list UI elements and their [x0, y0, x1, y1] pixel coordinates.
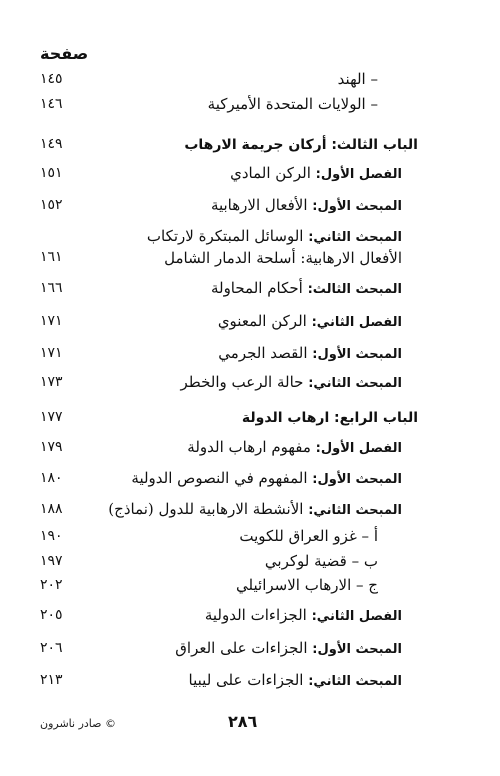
- entry-page-number: ١٨٨: [40, 501, 63, 517]
- entry-title: [208, 93, 378, 115]
- entry-label: المبحث الثاني:: [308, 674, 402, 689]
- entry-text: المفهوم في النصوص الدولية: [131, 469, 308, 487]
- toc-entry-section: [40, 669, 418, 691]
- entry-text: ج – الارهاب الاسرائيلي: [236, 576, 378, 594]
- entry-text: الأفعال الارهابية: [210, 196, 308, 214]
- toc-entry-chapter: [40, 604, 418, 626]
- toc-entry-section: [40, 498, 418, 520]
- entry-text: الجزاءات الدولية: [204, 606, 307, 624]
- entry-page-number: ١٧٩: [40, 439, 63, 455]
- entry-label: الباب الثالث:: [331, 137, 418, 153]
- entry-text: – الهند: [337, 70, 378, 88]
- entry-title: [187, 436, 402, 460]
- entry-text: – الولايات المتحدة الأميركية: [207, 95, 378, 113]
- entry-text: الركن المعنوي: [217, 312, 307, 330]
- entry-page-number: ١٦١: [40, 249, 63, 265]
- entry-title: [265, 550, 378, 572]
- entry-text: حالة الرعب والخطر: [180, 373, 304, 391]
- entry-text: ب – قضية لوكربي: [264, 552, 378, 570]
- entry-label: الفصل الثاني:: [311, 315, 402, 330]
- toc-entry-subitem: [40, 550, 418, 572]
- entry-title: [211, 277, 402, 301]
- toc-entry-part: [40, 133, 418, 155]
- entry-label: المبحث الأول:: [312, 347, 402, 362]
- entry-title: [239, 525, 378, 547]
- toc-entry-section: [40, 342, 418, 364]
- entry-title: [218, 310, 402, 334]
- entry-text: ارهاب الدولة: [241, 410, 330, 426]
- entry-text: أركان جريمة الارهاب: [184, 137, 327, 153]
- entry-title: [242, 406, 418, 429]
- toc-entry: [40, 93, 418, 115]
- toc-entry-chapter: [40, 436, 418, 458]
- entry-label: المبحث الثاني:: [308, 503, 402, 518]
- entry-text: مفهوم ارهاب الدولة: [187, 438, 311, 456]
- entry-title: [236, 574, 378, 596]
- entry-text: الجزاءات على ليبيا: [188, 671, 304, 689]
- entry-title: [108, 498, 402, 522]
- entry-title: [230, 162, 402, 186]
- entry-page-number: ١٨٠: [40, 470, 63, 486]
- entry-label: المبحث الثالث:: [307, 282, 402, 297]
- entry-title: [102, 226, 402, 268]
- entry-text: الركن المادي: [230, 164, 311, 182]
- entry-page-number: ١٤٥: [40, 71, 63, 87]
- entry-label: الفصل الأول:: [315, 441, 402, 456]
- entry-page-number: ١٥٢: [40, 197, 63, 213]
- entry-page-number: ١٤٩: [40, 136, 63, 152]
- entry-label: المبحث الثاني:: [308, 230, 402, 245]
- toc-entry-chapter: [40, 310, 418, 332]
- entry-page-number: ١٤٦: [40, 96, 63, 112]
- entry-page-number: ١٩٠: [40, 528, 63, 544]
- entry-page-number: ١٧١: [40, 313, 63, 329]
- toc-entry-section: [40, 194, 418, 216]
- entry-text: الوسائل المبتكرة لارتكاب الأفعال الارهابية: أسلحة الدمار الشامل: [146, 227, 402, 267]
- entry-page-number: ١٧٧: [40, 409, 63, 425]
- entry-text: أ – غزو العراق للكويت: [239, 527, 378, 545]
- toc-entry-subitem: [40, 525, 418, 547]
- entry-label: الفصل الثاني:: [311, 609, 402, 624]
- entry-label: المبحث الثاني:: [308, 376, 402, 391]
- toc-entry-section: [40, 637, 418, 659]
- entry-title: [131, 467, 402, 491]
- entry-page-number: ٢٠٥: [40, 607, 63, 623]
- toc-entry-section: [40, 277, 418, 299]
- entry-text: الأنشطة الارهابية للدول (نماذج): [108, 500, 304, 518]
- copyright-notice: © صادر ناشرون: [40, 717, 116, 730]
- entry-page-number: ١٧٣: [40, 374, 63, 390]
- entry-page-number: ٢١٣: [40, 672, 63, 688]
- entry-label: الباب الرابع:: [334, 410, 418, 426]
- entry-title: [218, 342, 402, 366]
- toc-entry-section: [40, 226, 418, 270]
- entry-label: المبحث الأول:: [312, 199, 402, 214]
- entry-page-number: ١٧١: [40, 345, 63, 361]
- entry-title: [181, 371, 403, 395]
- toc-entry-section: [40, 371, 418, 393]
- toc-entry-section: [40, 467, 418, 489]
- entry-title: [338, 68, 378, 90]
- entry-page-number: ١٥١: [40, 165, 63, 181]
- entry-label: المبحث الأول:: [312, 472, 402, 487]
- toc-entry-subitem: [40, 574, 418, 596]
- entry-label: المبحث الأول:: [312, 642, 402, 657]
- entry-title: [211, 194, 402, 218]
- entry-text: الجزاءات على العراق: [175, 639, 308, 657]
- entry-title: [175, 637, 402, 661]
- toc-entry-part: [40, 406, 418, 428]
- entry-page-number: ٢٠٦: [40, 640, 63, 656]
- entry-title: [184, 133, 418, 156]
- entry-page-number: ١٩٧: [40, 553, 63, 569]
- entry-text: القصد الجرمي: [218, 344, 308, 362]
- entry-label: الفصل الأول:: [315, 167, 402, 182]
- page-number: ٢٨٦: [228, 712, 258, 731]
- toc-entry: [40, 68, 418, 90]
- page-column-header: صفحة: [40, 46, 89, 63]
- entry-text: أحكام المحاولة: [210, 279, 303, 297]
- entry-title: [205, 604, 402, 628]
- entry-title: [189, 669, 402, 693]
- entry-page-number: ٢٠٢: [40, 577, 63, 593]
- toc-entry-chapter: [40, 162, 418, 184]
- entry-page-number: ١٦٦: [40, 280, 63, 296]
